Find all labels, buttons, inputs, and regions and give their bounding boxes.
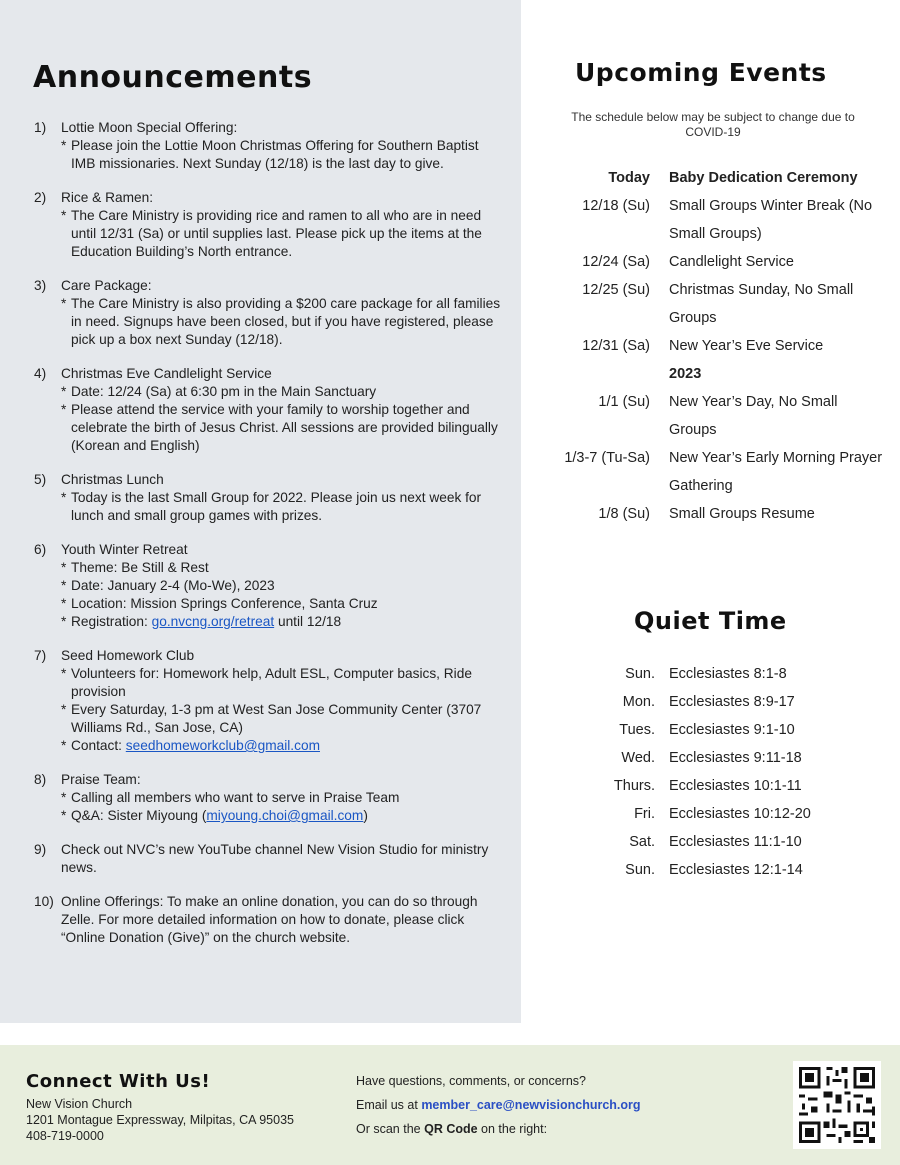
table-row — [600, 744, 811, 772]
list-item — [34, 893, 504, 947]
item-text: Check out NVC’s new YouTube channel New Vision Studio for ministry news. — [61, 842, 489, 875]
qa-suffix: ) — [363, 808, 368, 823]
item-number: 10) — [34, 894, 54, 909]
item-detail: Please attend the service with your family to worship together and celebrate the birth of Jesus Christ. All sessions are provided bilingually (Korean and English) — [71, 402, 498, 453]
table-row — [600, 856, 811, 884]
event-name: Small Groups Winter Break (No Small Groups) — [669, 198, 873, 242]
item-detail: Theme: Be Still & Rest — [71, 560, 209, 575]
event-date — [553, 360, 669, 388]
announcements-list — [34, 119, 504, 963]
table-row — [600, 688, 811, 716]
item-number: 6) — [34, 542, 47, 557]
table-row — [600, 660, 811, 688]
table-row — [553, 388, 884, 444]
qt-day: Sun. — [625, 666, 655, 682]
qt-reading: Ecclesiastes 9:11-18 — [669, 750, 802, 766]
church-phone: 408-719-0000 — [26, 1129, 104, 1143]
item-detail: Today is the last Small Group for 2022. Please join us next week for lunch and small group games with prizes. — [71, 490, 482, 523]
qt-reading: Ecclesiastes 10:12-20 — [669, 806, 811, 822]
qt-day: Wed. — [621, 750, 655, 766]
item-detail: Date: 12/24 (Sa) at 6:30 pm in the Main Sanctuary — [71, 384, 377, 399]
praise-team-email-link[interactable]: miyoung.choi@gmail.com — [206, 808, 364, 823]
registration-prefix: Registration: — [71, 614, 152, 629]
item-text: Online Offerings: To make an online donation, you can do so through Zelle. For more detailed information on how to donate, please click “Online Donation (Give)” on the church website. — [61, 894, 478, 945]
list-item: 8) Praise Team: * Calling all members who want to serve in Praise Team * Q&A: Sister Miyoung (miyoung.choi@gmail.com) — [34, 771, 504, 825]
retreat-registration-link[interactable]: go.nvcng.org/retreat — [151, 614, 275, 629]
quiet-time-title: Quiet Time — [634, 607, 787, 635]
list-item: 1) Lottie Moon Special Offering: * Please join the Lottie Moon Christmas Offering for Southern Baptist IMB missionaries. Next Sunday (12/18) is the last day to give. — [34, 119, 504, 173]
events-table — [553, 164, 884, 528]
qt-reading: Ecclesiastes 12:1-14 — [669, 862, 803, 878]
item-number: 8) — [34, 772, 47, 787]
item-detail: The Care Ministry is providing rice and ramen to all who are in need until 12/31 (Sa) or until supplies last. Please pick up the items at the Education Building’s North entrance. — [71, 208, 482, 259]
questions-text: Have questions, comments, or concerns? — [356, 1074, 586, 1088]
list-item: 6) Youth Winter Retreat * Theme: Be Still & Rest * Date: January 2-4 (Mo-We), 2023 * Location: Mission Springs Conference, Santa Cruz * Registration: go.nvcng.org/retreat until 12/18 — [34, 541, 504, 631]
qt-reading: Ecclesiastes 10:1-11 — [669, 778, 802, 794]
contact-prefix: Contact: — [71, 738, 126, 753]
connect-title: Connect With Us! — [26, 1071, 211, 1092]
event-date: 1/8 (Su) — [598, 506, 650, 522]
item-heading: Seed Homework Club — [61, 648, 195, 663]
table-row — [553, 332, 884, 360]
table-row — [600, 800, 811, 828]
list-item: 7) Seed Homework Club * Volunteers for: Homework help, Adult ESL, Computer basics, Ride provision * Every Saturday, 1-3 pm at West San Jose Community Center (3707 Williams Rd., San Jose, CA) * Contact: seedhomeworkclub@gmail.com — [34, 647, 504, 755]
event-name: Small Groups Resume — [669, 506, 815, 522]
qt-day: Fri. — [634, 806, 655, 822]
item-detail: Calling all members who want to serve in Praise Team — [71, 790, 400, 805]
event-name: New Year’s Day, No Small Groups — [669, 394, 838, 438]
church-name: New Vision Church — [26, 1097, 133, 1111]
registration-suffix: until 12/18 — [274, 614, 342, 629]
event-name: New Year’s Early Morning Prayer Gathering — [669, 450, 883, 494]
item-number: 4) — [34, 366, 47, 381]
email-prefix: Email us at — [356, 1098, 422, 1112]
item-heading: Lottie Moon Special Offering: — [61, 120, 238, 135]
list-item: 5) Christmas Lunch * Today is the last Small Group for 2022. Please join us next week for lunch and small group games with prizes. — [34, 471, 504, 525]
qt-reading: Ecclesiastes 11:1-10 — [669, 834, 802, 850]
item-detail: Volunteers for: Homework help, Adult ESL, Computer basics, Ride provision — [71, 666, 472, 699]
qt-day: Sun. — [625, 862, 655, 878]
item-detail: Every Saturday, 1-3 pm at West San Jose Community Center (3707 Williams Rd., San Jose, CA) — [71, 702, 482, 735]
event-date: 1/1 (Su) — [598, 394, 650, 410]
list-item: 4) Christmas Eve Candlelight Service * Date: 12/24 (Sa) at 6:30 pm in the Main Sanctuary * Please attend the service with your family to worship together and celebrate the birth of Jesus Christ. All sessions are provided bilingually (Korean and English) — [34, 365, 504, 455]
quiet-time-table — [600, 660, 811, 884]
item-heading: Christmas Lunch — [61, 472, 164, 487]
event-name: Candlelight Service — [669, 254, 794, 270]
seed-homework-email-link[interactable]: seedhomeworkclub@gmail.com — [125, 738, 320, 753]
item-number: 3) — [34, 278, 47, 293]
event-date: Today — [608, 170, 650, 186]
footer-contact — [356, 1069, 641, 1141]
item-number: 7) — [34, 648, 47, 663]
event-date: 12/25 (Su) — [582, 282, 650, 298]
item-number: 2) — [34, 190, 47, 205]
item-heading: Christmas Eve Candlelight Service — [61, 366, 272, 381]
item-number: 1) — [34, 120, 47, 135]
qt-reading: Ecclesiastes 9:1-10 — [669, 722, 795, 738]
event-name: Christmas Sunday, No Small Groups — [669, 282, 854, 326]
announcements-title: Announcements — [33, 60, 313, 95]
item-number: 5) — [34, 472, 47, 487]
qt-day: Mon. — [622, 694, 655, 710]
qt-day: Tues. — [619, 722, 655, 738]
item-detail: Location: Mission Springs Conference, Santa Cruz — [71, 596, 378, 611]
church-contact-info — [26, 1096, 294, 1144]
event-name: Baby Dedication Ceremony — [669, 170, 858, 186]
table-row — [553, 192, 884, 248]
scan-bold: QR Code — [424, 1122, 478, 1136]
scan-suffix: on the right: — [477, 1122, 548, 1136]
item-heading: Rice & Ramen: — [61, 190, 154, 205]
item-heading: Care Package: — [61, 278, 152, 293]
event-name: New Year’s Eve Service — [669, 338, 824, 354]
item-heading: Youth Winter Retreat — [61, 542, 188, 557]
item-detail: The Care Ministry is also providing a $200 care package for all families in need. Signups have been closed, but if you have registered, please pick up a box next Sunday (12/18). — [71, 296, 501, 347]
table-row — [553, 276, 884, 332]
list-item — [34, 841, 504, 877]
item-detail: Please join the Lottie Moon Christmas Offering for Southern Baptist IMB missionaries. Next Sunday (12/18) is the last day to give. — [71, 138, 479, 171]
table-row — [600, 828, 811, 856]
qr-code-icon[interactable] — [793, 1061, 881, 1149]
church-address: 1201 Montague Expressway, Milpitas, CA 95035 — [26, 1113, 294, 1127]
qt-reading: Ecclesiastes 8:1-8 — [669, 666, 787, 682]
event-date: 1/3-7 (Tu-Sa) — [564, 450, 650, 466]
event-date: 12/31 (Sa) — [582, 338, 650, 354]
scan-prefix: Or scan the — [356, 1122, 425, 1136]
qt-day: Thurs. — [613, 778, 655, 794]
table-row — [553, 360, 884, 388]
list-item: 3) Care Package: * The Care Ministry is also providing a $200 care package for all families in need. Signups have been closed, but if you have registered, please pick up a box next Sunday (12/18). — [34, 277, 504, 349]
event-date: 12/18 (Su) — [582, 198, 650, 214]
item-detail: Date: January 2-4 (Mo-We), 2023 — [71, 578, 275, 593]
table-row — [553, 164, 884, 192]
qa-prefix: Q&A: Sister Miyoung ( — [71, 808, 207, 823]
upcoming-events-title: Upcoming Events — [575, 58, 827, 87]
qt-day: Sat. — [629, 834, 655, 850]
qt-reading: Ecclesiastes 8:9-17 — [669, 694, 795, 710]
table-row — [553, 500, 884, 528]
item-heading: Praise Team: — [61, 772, 141, 787]
events-note: The schedule below may be subject to change due to COVID-19 — [571, 110, 855, 139]
footer — [0, 1045, 900, 1165]
table-row — [553, 444, 884, 500]
table-row — [600, 772, 811, 800]
item-number: 9) — [34, 842, 47, 857]
table-row — [600, 716, 811, 744]
event-date: 12/24 (Sa) — [582, 254, 650, 270]
year-heading: 2023 — [669, 366, 702, 382]
table-row — [553, 248, 884, 276]
list-item: 2) Rice & Ramen: * The Care Ministry is providing rice and ramen to all who are in need until 12/31 (Sa) or until supplies last. Please pick up the items at the Education Building’s North entrance. — [34, 189, 504, 261]
member-care-email-link[interactable]: member_care@newvisionchurch.org — [421, 1098, 641, 1112]
